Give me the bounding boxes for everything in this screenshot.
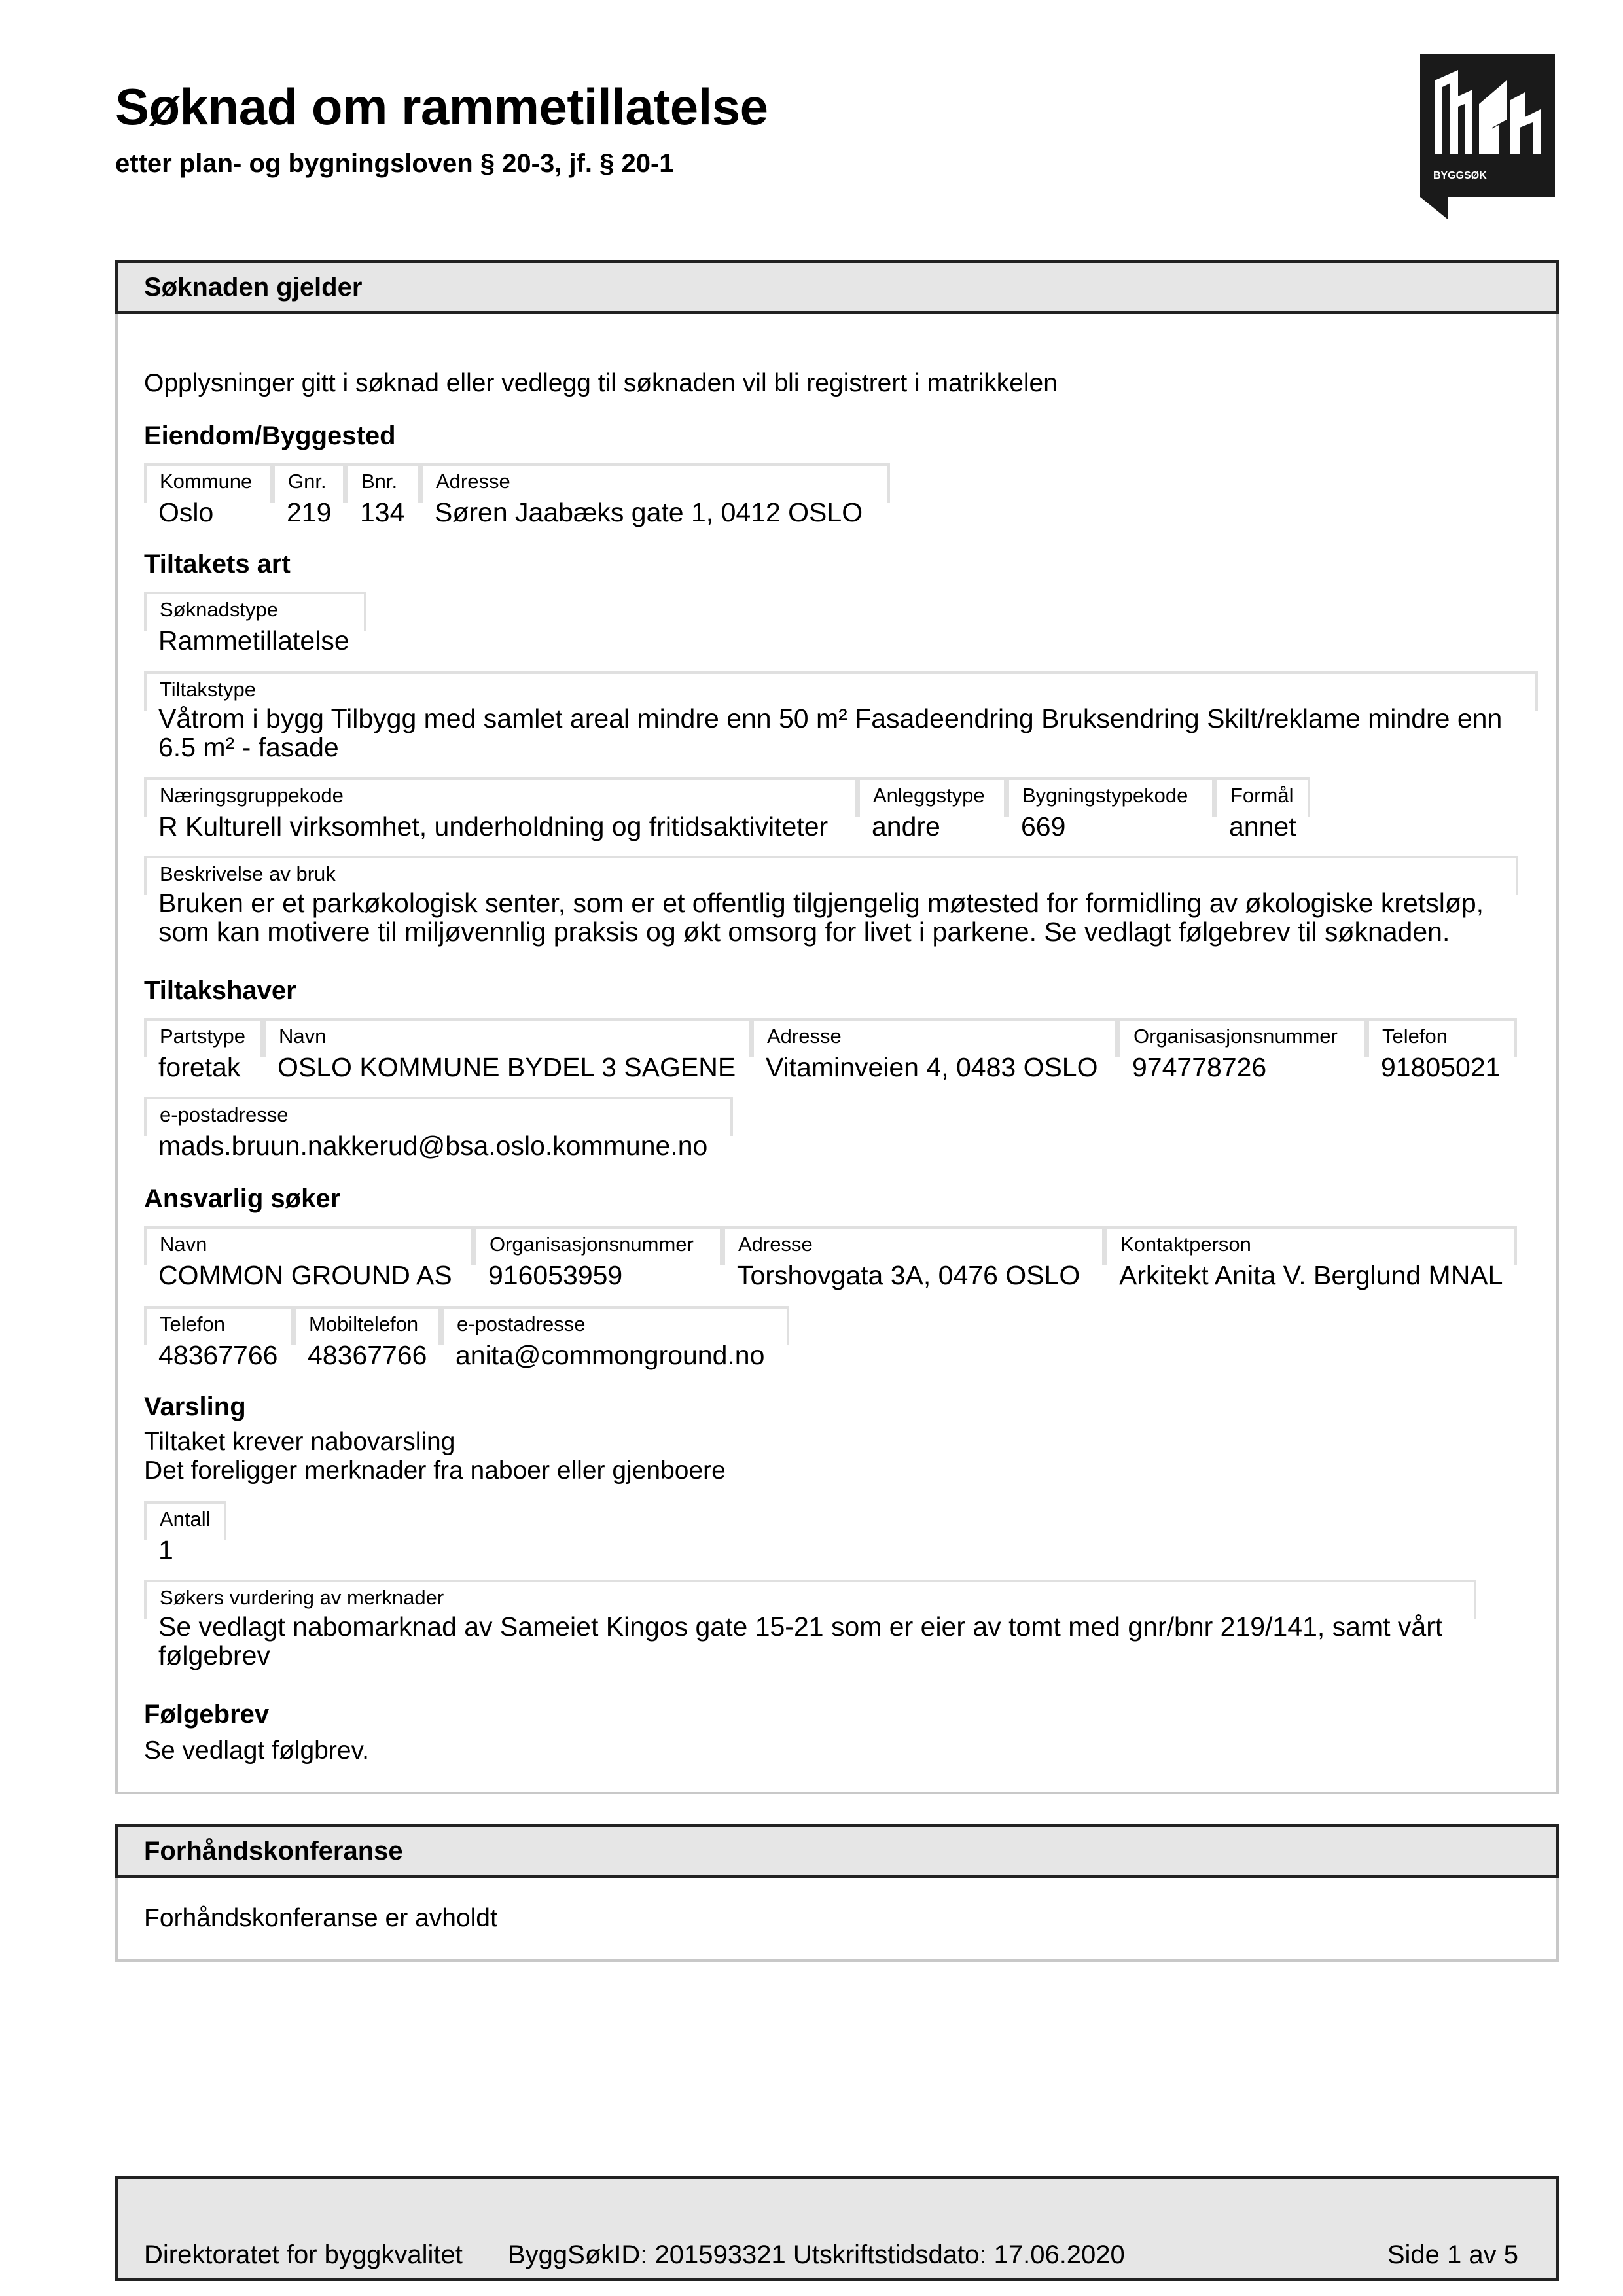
label: Formål xyxy=(1230,784,1294,807)
value-anlegg: andre xyxy=(872,811,940,841)
label: Adresse xyxy=(436,470,510,493)
value-soknadstype: Rammetillatelse xyxy=(158,626,349,656)
value-as-epost: anita@commonground.no xyxy=(455,1340,765,1370)
label: e-postadresse xyxy=(160,1103,289,1126)
field-naering xyxy=(144,777,857,817)
field-as-telefon xyxy=(144,1306,293,1345)
value-tiltakstype: Våtrom i bygg Tilbygg med samlet areal mindre enn 50 m² Fasadeendring Bruksendring Skilt/reklame mindre enn 6.5 m² - fasade xyxy=(158,703,1503,762)
value-naering: R Kulturell virksomhet, underholdning og fritidsaktiviteter xyxy=(158,811,829,841)
varsling-line1: Tiltaket krever nabovarsling xyxy=(144,1428,455,1456)
field-bygningstype xyxy=(1007,777,1215,817)
field-th-telefon xyxy=(1366,1018,1517,1057)
value-th-adresse: Vitaminveien 4, 0483 OSLO xyxy=(766,1052,1098,1082)
value-as-kontakt: Arkitekt Anita V. Berglund MNAL xyxy=(1119,1260,1503,1290)
label: Adresse xyxy=(738,1233,813,1256)
label: Telefon xyxy=(1382,1025,1448,1048)
field-partstype xyxy=(144,1018,263,1057)
field-th-orgnr xyxy=(1118,1018,1366,1057)
label: e-postadresse xyxy=(457,1313,586,1335)
byggsok-logo xyxy=(1420,54,1555,219)
value-bnr: 134 xyxy=(360,497,405,527)
field-th-adresse xyxy=(751,1018,1118,1057)
field-gnr xyxy=(272,463,346,503)
section-forhandskonferanse xyxy=(115,1824,1559,1962)
ansvarlig-heading: Ansvarlig søker xyxy=(144,1184,341,1213)
section-heading: Søknaden gjelder xyxy=(115,260,1559,314)
intro-text: Opplysninger gitt i søknad eller vedlegg til søknaden vil bli registrert i matrikkelen xyxy=(144,369,1058,397)
field-as-kontakt xyxy=(1105,1226,1517,1265)
footer-page-number: Side 1 av 5 xyxy=(1387,2240,1518,2269)
value-kommune: Oslo xyxy=(158,497,214,527)
folgebrev-text: Se vedlagt følgbrev. xyxy=(144,1737,369,1765)
label: Bygningstypekode xyxy=(1022,784,1188,807)
label: Antall xyxy=(160,1508,211,1530)
label: Søkers vurdering av merknader xyxy=(160,1586,444,1609)
page-footer xyxy=(115,2176,1559,2281)
forhandskonferanse-text: Forhåndskonferanse er avholdt xyxy=(144,1904,497,1932)
field-as-mobil xyxy=(293,1306,441,1345)
field-adresse xyxy=(420,463,890,503)
varsling-heading: Varsling xyxy=(144,1392,246,1421)
field-antall xyxy=(144,1501,226,1540)
field-th-epost xyxy=(144,1097,733,1136)
value-gnr: 219 xyxy=(287,497,332,527)
tiltak-heading: Tiltakets art xyxy=(144,550,291,578)
value-as-telefon: 48367766 xyxy=(158,1340,278,1370)
eiendom-heading: Eiendom/Byggested xyxy=(144,421,396,450)
value-as-orgnr: 916053959 xyxy=(488,1260,623,1290)
value-beskrivelse: Bruken er et parkøkologisk senter, som er et offentlig tilgjengelig møtested for formidling av økologiske kretsløp, som kan motivere til miljøvennlig praksis og økt omsorg for livet i parkene. Se vedlagt følgebrev til søknaden. xyxy=(158,888,1484,947)
page-title: Søknad om rammetillatelse xyxy=(115,78,768,135)
value-vurdering: Se vedlagt nabomarknad av Sameiet Kingos gate 15-21 som er eier av tomt med gnr/bnr 219/141, samt vårt følgebrev xyxy=(158,1612,1443,1670)
field-as-navn xyxy=(144,1226,474,1265)
section-heading: Forhåndskonferanse xyxy=(115,1824,1559,1878)
label: Adresse xyxy=(767,1025,842,1048)
value-partstype: foretak xyxy=(158,1052,241,1082)
value-th-navn: OSLO KOMMUNE BYDEL 3 SAGENE xyxy=(277,1052,736,1082)
label: Næringsgruppekode xyxy=(160,784,344,807)
label: Kommune xyxy=(160,470,253,493)
tiltakshaver-heading: Tiltakshaver xyxy=(144,976,296,1005)
field-formal xyxy=(1215,777,1310,817)
value-th-orgnr: 974778726 xyxy=(1132,1052,1267,1082)
field-as-orgnr xyxy=(474,1226,722,1265)
label: Organisasjonsnummer xyxy=(1133,1025,1338,1048)
page-subtitle: etter plan- og bygningsloven § 20-3, jf. § 20-1 xyxy=(115,149,674,178)
label: Navn xyxy=(160,1233,207,1256)
field-soknadstype xyxy=(144,592,366,631)
footer-org: Direktoratet for byggkvalitet xyxy=(144,2240,463,2269)
field-bnr xyxy=(346,463,420,503)
label: Kontaktperson xyxy=(1120,1233,1251,1256)
value-th-telefon: 91805021 xyxy=(1381,1052,1501,1082)
value-th-epost: mads.bruun.nakkerud@bsa.oslo.kommune.no xyxy=(158,1131,708,1161)
section-soknaden-gjelder xyxy=(115,260,1559,1794)
field-th-navn xyxy=(263,1018,751,1057)
value-formal: annet xyxy=(1229,811,1296,841)
label: Telefon xyxy=(160,1313,225,1335)
field-as-epost xyxy=(441,1306,789,1345)
field-as-adresse xyxy=(722,1226,1105,1265)
field-anlegg xyxy=(857,777,1007,817)
value-bygningstype: 669 xyxy=(1021,811,1066,841)
label: Mobiltelefon xyxy=(309,1313,419,1335)
varsling-line2: Det foreligger merknader fra naboer eller gjenboere xyxy=(144,1457,726,1485)
label: Partstype xyxy=(160,1025,245,1048)
value-as-navn: COMMON GROUND AS xyxy=(158,1260,452,1290)
label: Bnr. xyxy=(361,470,398,493)
label: Gnr. xyxy=(288,470,327,493)
label: Navn xyxy=(279,1025,327,1048)
value-as-adresse: Torshovgata 3A, 0476 OSLO xyxy=(737,1260,1080,1290)
label: Organisasjonsnummer xyxy=(490,1233,694,1256)
value-as-mobil: 48367766 xyxy=(308,1340,427,1370)
folgebrev-heading: Følgebrev xyxy=(144,1700,270,1729)
label: Beskrivelse av bruk xyxy=(160,862,336,885)
footer-id: ByggSøkID: 201593321 Utskriftstidsdato: 17.06.2020 xyxy=(508,2240,1125,2269)
field-kommune xyxy=(144,463,272,503)
logo-text: BYGGSØK xyxy=(1433,170,1487,181)
label: Anleggstype xyxy=(873,784,985,807)
label: Tiltakstype xyxy=(160,678,257,701)
value-adresse: Søren Jaabæks gate 1, 0412 OSLO xyxy=(435,497,863,527)
value-antall: 1 xyxy=(158,1535,173,1565)
label: Søknadstype xyxy=(160,598,278,621)
